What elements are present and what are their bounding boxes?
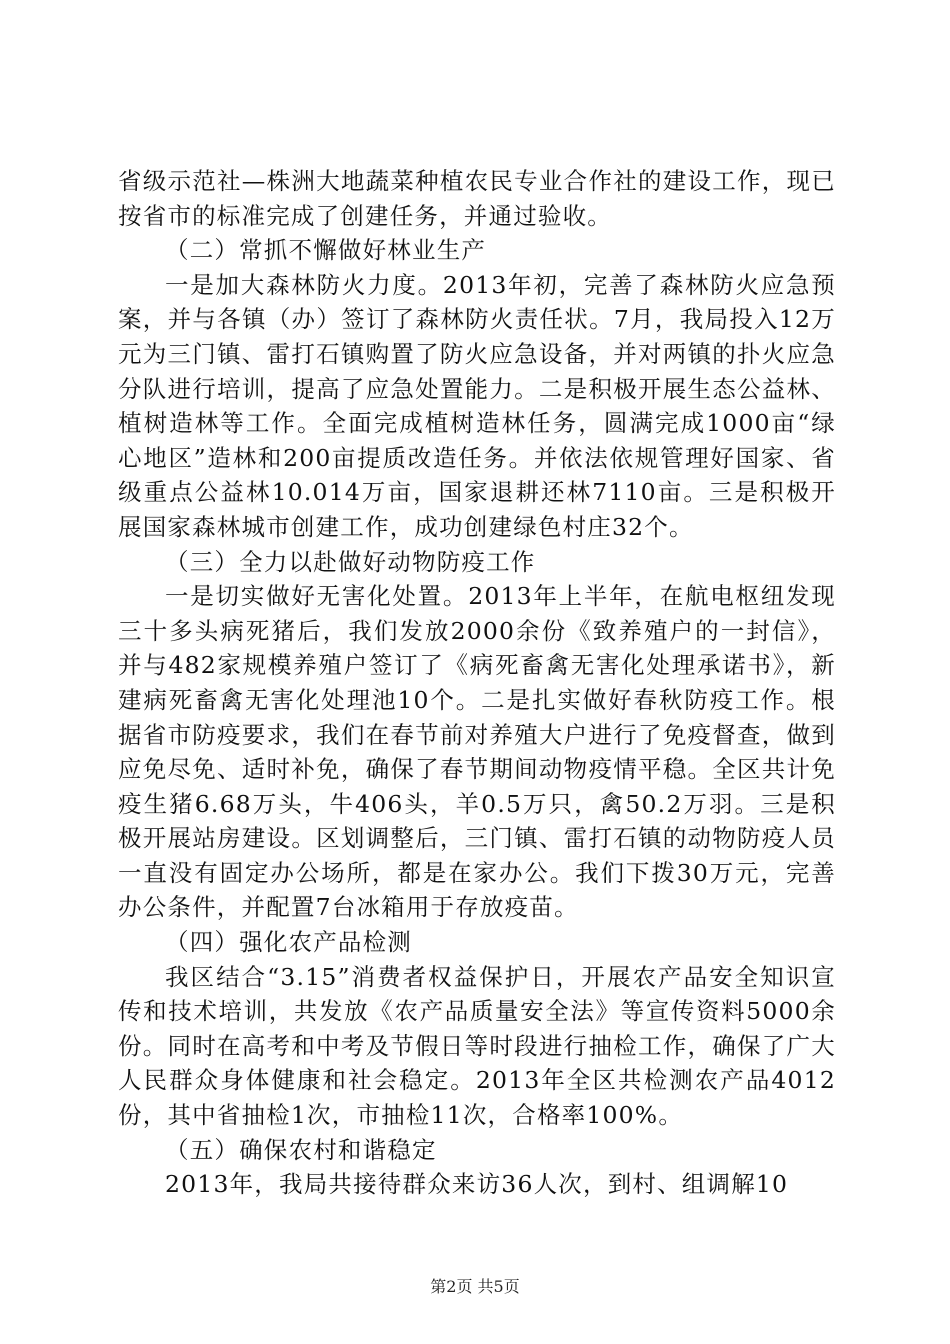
paragraph-animal-epidemic: 一是切实做好无害化处置。2013年上半年，在航电枢纽发现三十多头病死猪后，我们发放2000余份《致养殖户的一封信》，并与482家规模养殖户签订了《病死畜禽无害化处理承诺书》，新建病死畜禽无害化处理池10个。二是扎实做好春秋防疫工作。根据省市防疫要求，我们在春节前对养殖大户进行了免疫督查，做到应免尽免、适时补免，确保了春节期间动物疫情平稳。全区共计免疫生猪6.68万头，牛406头，羊0.5万只，禽50.2万羽。三是积极开展站房建设。区划调整后，三门镇、雷打石镇的动物防疫人员一直没有固定办公场所，都是在家办公。我们下拨30万元，完善办公条件，并配置7台冰箱用于存放疫苗。 bbox=[118, 582, 836, 922]
document-body bbox=[118, 164, 836, 1202]
page-number-footer: 第2页 共5页 bbox=[430, 1277, 520, 1296]
paragraph-forestry: 一是加大森林防火力度。2013年初，完善了森林防火应急预案，并与各镇（办）签订了森林防火责任状。7月，我局投入12万元为三门镇、雷打石镇购置了防火应急设备，并对两镇的扑火应急分队进行培训，提高了应急处置能力。二是积极开展生态公益林、植树造林等工作。全面完成植树造林任务，圆满完成1000亩“绿心地区”造林和200亩提质改造任务。并依法依规管理好国家、省级重点公益林10.014万亩，国家退耕还林7110亩。三是积极开展国家森林城市创建工作，成功创建绿色村庄32个。 bbox=[118, 270, 836, 541]
paragraph-product-testing: 我区结合“3.15”消费者权益保护日，开展农产品安全知识宣传和技术培训，共发放《农产品质量安全法》等宣传资料5000余份。同时在高考和中考及节假日等时段进行抽检工作，确保了广大人民群众身体健康和社会稳定。2013年全区共检测农产品4012份，其中省抽检1次，市抽检11次，合格率100%。 bbox=[118, 962, 836, 1130]
section-heading-product-testing: （四）强化农产品检测 bbox=[165, 928, 412, 957]
section-heading-forestry: （二）常抓不懈做好林业生产 bbox=[165, 236, 487, 265]
section-heading-animal-epidemic: （三）全力以赴做好动物防疫工作 bbox=[165, 547, 536, 576]
paragraph-rural-stability: 2013年，我局共接待群众来访36人次，到村、组调解10 bbox=[165, 1170, 789, 1199]
section-heading-rural-stability: （五）确保农村和谐稳定 bbox=[165, 1135, 437, 1164]
paragraph-continuation: 省级示范社—株洲大地蔬菜种植农民专业合作社的建设工作，现已按省市的标准完成了创建任务，并通过验收。 bbox=[118, 167, 836, 230]
